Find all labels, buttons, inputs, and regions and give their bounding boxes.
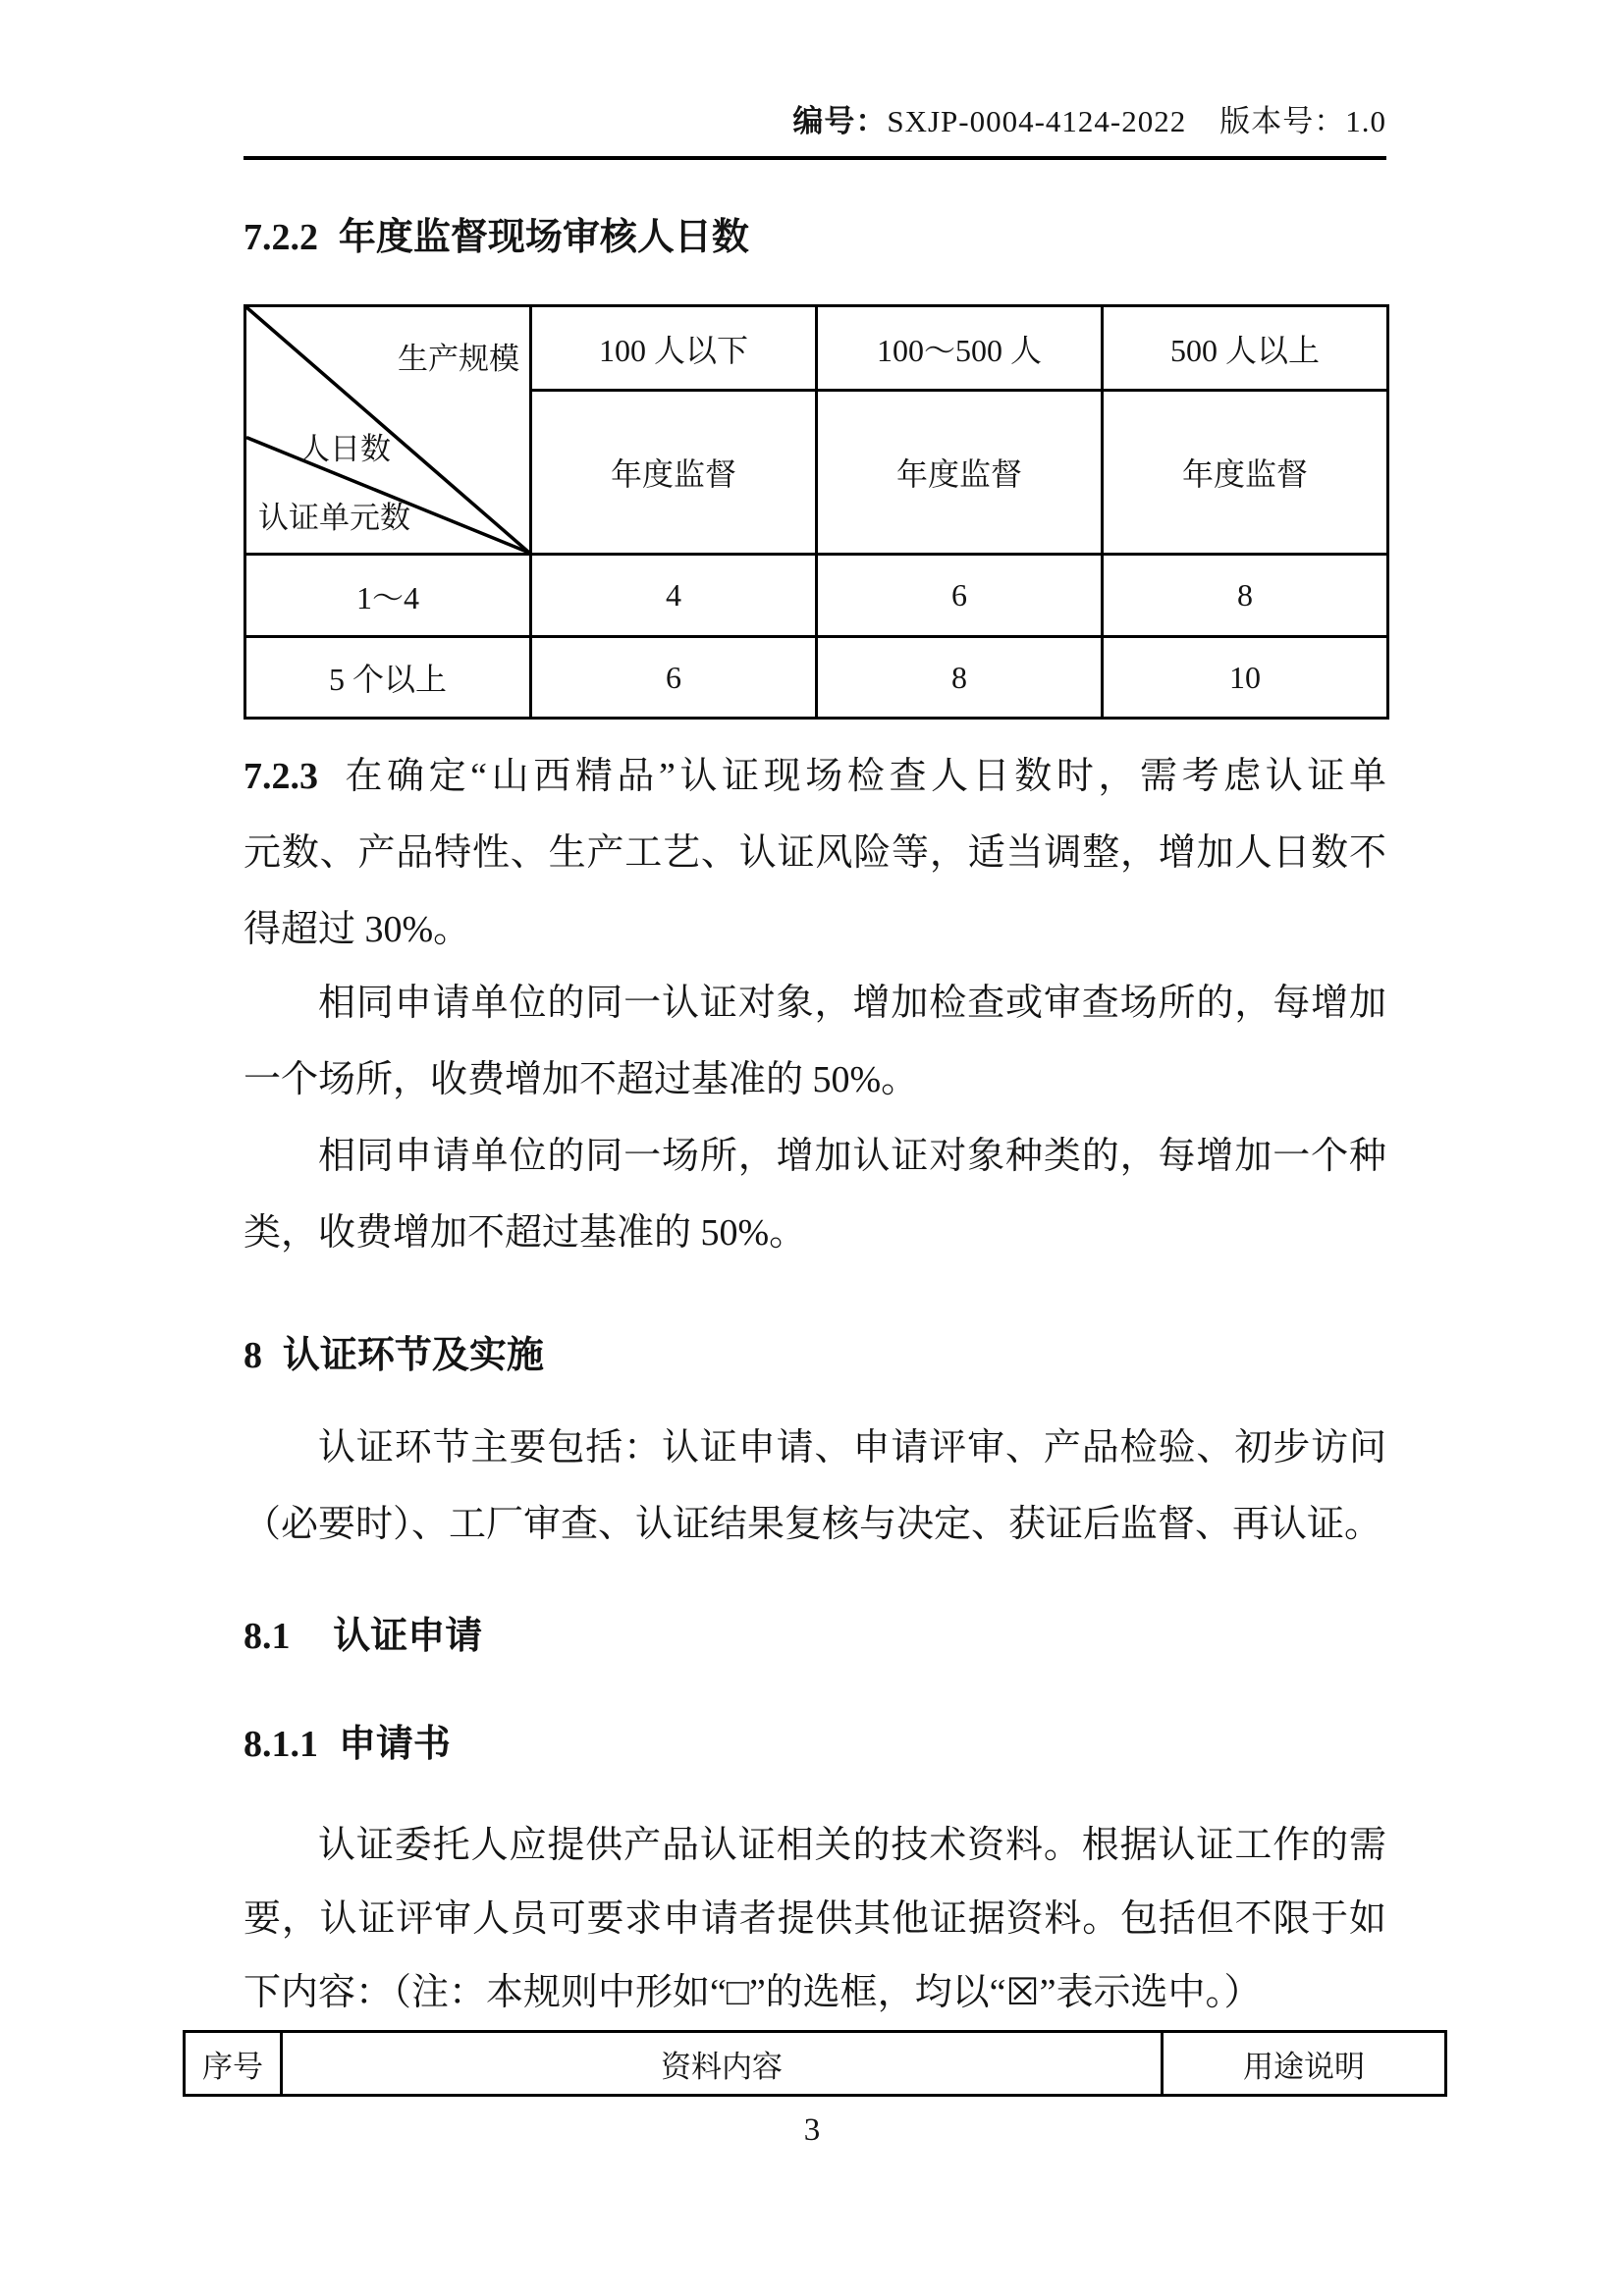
- audit-person-days-table: [244, 304, 1389, 720]
- paragraph-line: 下内容：（注：本规则中形如“□”的选框，均以“☒”表示选中。）: [244, 1972, 1262, 2013]
- paragraph-extra-sites: [244, 965, 1386, 1118]
- paragraph-extra-types: [244, 1118, 1386, 1271]
- diagonal-corner-cell: [245, 306, 531, 555]
- paragraph-line: 得超过 30%。: [244, 909, 471, 950]
- col-header-seq: 序号: [185, 2032, 282, 2096]
- paragraph-line: 7.2.3 在确定“山西精品”认证现场检查人日数时，需考虑认证单: [244, 756, 1386, 797]
- heading-number: 8.1: [244, 1616, 291, 1657]
- corner-label-cert-units: 认证单元数: [258, 501, 410, 535]
- paragraph-line: 要，认证评审人员可要求申请者提供其他证据资料。包括但不限于如: [244, 1898, 1386, 1940]
- sub-header: 年度监督: [1103, 391, 1388, 555]
- paragraph-line: （必要时）、工厂审查、认证结果复核与决定、获证后监督、再认证。: [244, 1504, 1382, 1545]
- paragraph-line: 类，收费增加不超过基准的 50%。: [244, 1212, 807, 1254]
- cell-value: 8: [817, 637, 1103, 719]
- cell-value: 8: [1103, 555, 1388, 637]
- sub-header: 年度监督: [817, 391, 1103, 555]
- paragraph-line: 相同申请单位的同一认证对象，增加检查或审查场所的，每增加: [318, 983, 1386, 1024]
- table-row: [245, 637, 1388, 719]
- paragraph-application: [244, 1809, 1386, 2030]
- cell-value: 6: [817, 555, 1103, 637]
- col-header-content: 资料内容: [282, 2032, 1163, 2096]
- header-rule: [244, 156, 1386, 160]
- heading-8-1: [244, 1614, 1386, 1659]
- materials-table-header: [183, 2030, 1447, 2097]
- heading-label: 认证申请: [333, 1616, 483, 1657]
- paragraph-line: 认证环节主要包括：认证申请、申请评审、产品检验、初步访问: [318, 1427, 1386, 1468]
- table-row: [245, 306, 1388, 391]
- sub-header: 年度监督: [531, 391, 817, 555]
- heading-number: 7.2.2: [244, 217, 318, 258]
- heading-label: 认证环节及实施: [282, 1335, 544, 1376]
- heading-7-2-2: [244, 215, 1386, 260]
- cell-value: 4: [531, 555, 817, 637]
- corner-label-production-scale: 生产规模: [398, 342, 519, 376]
- heading-number: 8.1.1: [244, 1724, 318, 1765]
- heading-8: [244, 1333, 1386, 1378]
- cell-value: 6: [531, 637, 817, 719]
- table-row: [185, 2032, 1446, 2096]
- paragraph-cert-links: [244, 1410, 1386, 1563]
- heading-8-1-1: [244, 1722, 1386, 1767]
- paragraph-line: 认证委托人应提供产品认证相关的技术资料。根据认证工作的需: [318, 1825, 1386, 1866]
- doc-number-value: SXJP-0004-4124-2022: [887, 104, 1187, 138]
- paragraph-line: 相同申请单位的同一场所，增加认证对象种类的，每增加一个种: [318, 1136, 1386, 1177]
- table-row: [245, 555, 1388, 637]
- heading-label: 申请书: [338, 1724, 451, 1765]
- corner-label-person-days: 人日数: [299, 432, 391, 466]
- col-header-purpose: 用途说明: [1163, 2032, 1446, 2096]
- heading-number: 8: [244, 1335, 262, 1376]
- doc-version-value: 1.0: [1345, 104, 1386, 138]
- doc-version-label: 版本号：: [1219, 104, 1346, 138]
- heading-label: 年度监督现场审核人日数: [338, 217, 749, 258]
- col-header: 500 人以上: [1103, 306, 1388, 391]
- col-header: 100～500 人: [817, 306, 1103, 391]
- col-header: 100 人以下: [531, 306, 817, 391]
- cell-value: 10: [1103, 637, 1388, 719]
- row-label: 1～4: [245, 555, 531, 637]
- paragraph-line: 元数、产品特性、生产工艺、认证风险等，适当调整，增加人日数不: [244, 832, 1386, 874]
- page-number: 3: [803, 2112, 821, 2148]
- doc-number-label: 编号：: [792, 104, 888, 138]
- paragraph-7-2-3: [244, 738, 1386, 968]
- doc-header: [244, 98, 1386, 145]
- row-label: 5 个以上: [245, 637, 531, 719]
- paragraph-line: 一个场所，收费增加不超过基准的 50%。: [244, 1059, 919, 1100]
- clause-number: 7.2.3: [244, 756, 318, 797]
